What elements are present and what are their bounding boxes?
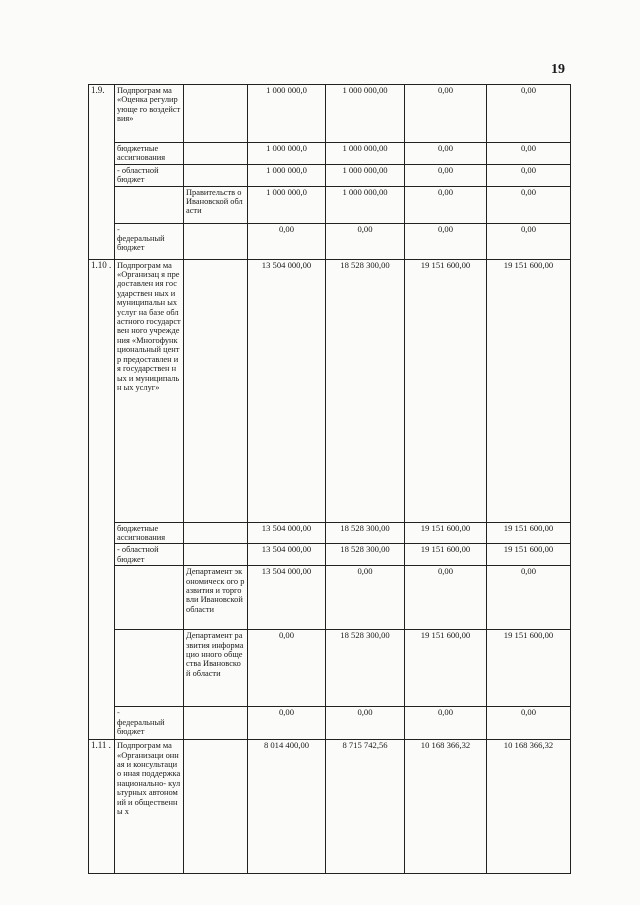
table-row [89, 85, 571, 143]
table-row [89, 259, 571, 522]
row-label [115, 223, 184, 259]
row-label-text: федеральный бюджет [117, 234, 165, 253]
value-cell: 0,00 [248, 707, 326, 740]
value-cell: 1 000 000,0 [248, 164, 326, 186]
value-cell: 19 151 600,00 [405, 630, 487, 707]
value-cell: 10 168 366,32 [487, 740, 571, 874]
value-cell: 0,00 [487, 85, 571, 143]
value-cell: 13 504 000,00 [248, 259, 326, 522]
value-cell: 1 000 000,00 [326, 164, 405, 186]
value-cell: 18 528 300,00 [326, 544, 405, 566]
row-code: 1.9. [89, 85, 115, 260]
value-cell: 18 528 300,00 [326, 522, 405, 544]
value-cell: 0,00 [487, 566, 571, 630]
table-row [89, 566, 571, 630]
value-cell: 13 504 000,00 [248, 522, 326, 544]
value-cell: 0,00 [487, 223, 571, 259]
value-cell: 19 151 600,00 [487, 522, 571, 544]
row-label [115, 707, 184, 740]
value-cell: 0,00 [326, 566, 405, 630]
value-cell: 10 168 366,32 [405, 740, 487, 874]
table-row [89, 740, 571, 874]
page-number: 19 [551, 62, 565, 77]
value-cell: 19 151 600,00 [487, 630, 571, 707]
value-cell: 0,00 [248, 630, 326, 707]
value-cell: 19 151 600,00 [487, 259, 571, 522]
organization-name: Департамент экономическ ого развития и торговли Ивановской области [184, 566, 248, 630]
value-cell: 0,00 [405, 223, 487, 259]
value-cell: 0,00 [248, 223, 326, 259]
value-cell: 19 151 600,00 [487, 544, 571, 566]
table-row [89, 544, 571, 566]
dash-mark: - [117, 708, 120, 718]
value-cell: 0,00 [405, 186, 487, 223]
table-row [89, 143, 571, 165]
value-cell: 13 504 000,00 [248, 566, 326, 630]
value-cell: 0,00 [326, 223, 405, 259]
value-cell: 19 151 600,00 [405, 522, 487, 544]
organization-name: Правительств о Ивановской области [184, 186, 248, 223]
value-cell: 8 715 742,56 [326, 740, 405, 874]
value-cell: 1 000 000,00 [326, 85, 405, 143]
value-cell: 0,00 [405, 566, 487, 630]
row-code: 1.10 . [89, 259, 115, 740]
row-label: - областной бюджет [115, 164, 184, 186]
subprogram-name: Подпрограм ма «Оценка регулирующе го воздействия» [115, 85, 184, 143]
table-row [89, 522, 571, 544]
value-cell: 0,00 [405, 85, 487, 143]
row-label: бюджетные ассигнования [115, 143, 184, 165]
value-cell: 0,00 [487, 707, 571, 740]
value-cell: 18 528 300,00 [326, 259, 405, 522]
table-row [89, 223, 571, 259]
value-cell: 0,00 [487, 143, 571, 165]
row-label: - областной бюджет [115, 544, 184, 566]
row-label: бюджетные ассигнования [115, 522, 184, 544]
value-cell: 19 151 600,00 [405, 259, 487, 522]
value-cell: 0,00 [405, 707, 487, 740]
row-code: 1.11 . [89, 740, 115, 874]
dash-mark: - [117, 224, 120, 234]
row-label-text: федеральный бюджет [117, 717, 165, 737]
table-row [89, 186, 571, 223]
subprogram-name: Подпрограм ма «Организац я предоставлен ия государствен ных и муниципальн ых услуг на базе областного государствен ного учреждения «Многофунк циональный центр предоставлен ия государствен ных и муниципальн ых услуг» [115, 259, 184, 522]
value-cell: 19 151 600,00 [405, 544, 487, 566]
value-cell: 0,00 [487, 186, 571, 223]
value-cell: 18 528 300,00 [326, 630, 405, 707]
table-row [89, 707, 571, 740]
value-cell: 13 504 000,00 [248, 544, 326, 566]
value-cell: 1 000 000,00 [326, 143, 405, 165]
value-cell: 0,00 [405, 164, 487, 186]
subprogram-name: Подпрограм ма «Организаци онная и консультацио нная поддержка национально- культурных автономий и общественны х [115, 740, 184, 874]
value-cell: 1 000 000,0 [248, 186, 326, 223]
table-row [89, 164, 571, 186]
budget-table [88, 84, 571, 874]
value-cell: 1 000 000,0 [248, 143, 326, 165]
value-cell: 0,00 [326, 707, 405, 740]
value-cell: 0,00 [405, 143, 487, 165]
value-cell: 1 000 000,0 [248, 85, 326, 143]
organization-name: Департамент развития информацио нного общества Ивановской области [184, 630, 248, 707]
value-cell: 8 014 400,00 [248, 740, 326, 874]
value-cell: 1 000 000,00 [326, 186, 405, 223]
value-cell: 0,00 [487, 164, 571, 186]
table-row [89, 630, 571, 707]
